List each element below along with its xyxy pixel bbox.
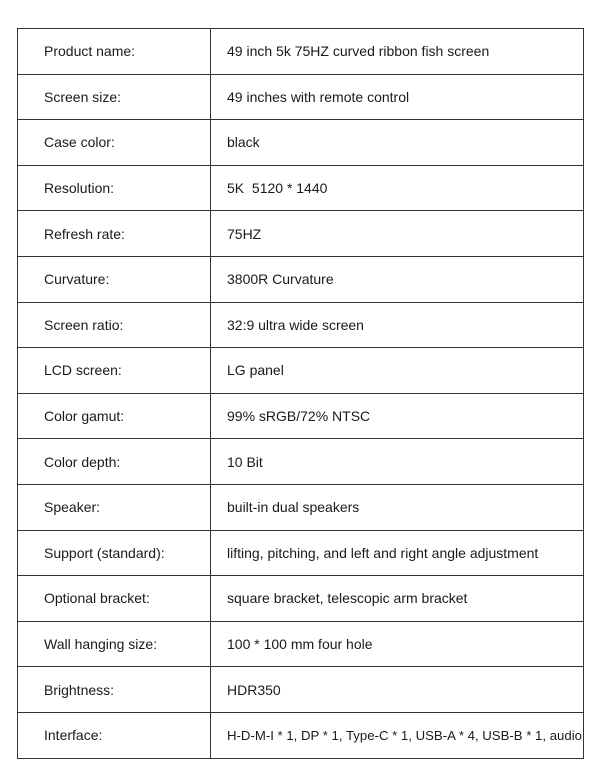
spec-value: 5K 5120 * 1440: [211, 165, 584, 211]
spec-row-optional-bracket: [18, 576, 584, 622]
spec-row-color-depth: [18, 439, 584, 485]
spec-value: 10 Bit: [211, 439, 584, 485]
spec-label: Brightness:: [18, 667, 211, 713]
spec-label: Resolution:: [18, 165, 211, 211]
spec-label: Case color:: [18, 120, 211, 166]
spec-row-wall-hanging-size: [18, 621, 584, 667]
spec-row-product-name: [18, 29, 584, 75]
spec-row-refresh-rate: [18, 211, 584, 257]
spec-value: built-in dual speakers: [211, 484, 584, 530]
spec-row-lcd-screen: [18, 348, 584, 394]
spec-value: H-D-M-I * 1, DP * 1, Type-C * 1, USB-A * 4, USB-B * 1, audio: [211, 712, 584, 758]
spec-label: Wall hanging size:: [18, 621, 211, 667]
spec-value: 75HZ: [211, 211, 584, 257]
spec-value: square bracket, telescopic arm bracket: [211, 576, 584, 622]
spec-table: [17, 28, 584, 759]
spec-label: Curvature:: [18, 256, 211, 302]
spec-label: Color depth:: [18, 439, 211, 485]
spec-value: 3800R Curvature: [211, 256, 584, 302]
spec-value: LG panel: [211, 348, 584, 394]
spec-row-brightness: [18, 667, 584, 713]
spec-value: 49 inch 5k 75HZ curved ribbon fish screen: [211, 29, 584, 75]
spec-label: Screen size:: [18, 74, 211, 120]
spec-value: 49 inches with remote control: [211, 74, 584, 120]
spec-row-color-gamut: [18, 393, 584, 439]
spec-row-interface: [18, 712, 584, 758]
spec-row-support-standard: [18, 530, 584, 576]
spec-label: Product name:: [18, 29, 211, 75]
spec-label: Interface:: [18, 712, 211, 758]
spec-label: Screen ratio:: [18, 302, 211, 348]
spec-row-speaker: [18, 484, 584, 530]
spec-label: Speaker:: [18, 484, 211, 530]
spec-row-screen-ratio: [18, 302, 584, 348]
spec-label: Support (standard):: [18, 530, 211, 576]
spec-row-case-color: [18, 120, 584, 166]
spec-value: 100 * 100 mm four hole: [211, 621, 584, 667]
spec-label: Color gamut:: [18, 393, 211, 439]
spec-label: Refresh rate:: [18, 211, 211, 257]
spec-value: 99% sRGB/72% NTSC: [211, 393, 584, 439]
spec-value: 32:9 ultra wide screen: [211, 302, 584, 348]
spec-row-curvature: [18, 256, 584, 302]
spec-row-screen-size: [18, 74, 584, 120]
spec-label: LCD screen:: [18, 348, 211, 394]
spec-value: black: [211, 120, 584, 166]
spec-value: HDR350: [211, 667, 584, 713]
spec-value: lifting, pitching, and left and right angle adjustment: [211, 530, 584, 576]
spec-label: Optional bracket:: [18, 576, 211, 622]
spec-row-resolution: [18, 165, 584, 211]
